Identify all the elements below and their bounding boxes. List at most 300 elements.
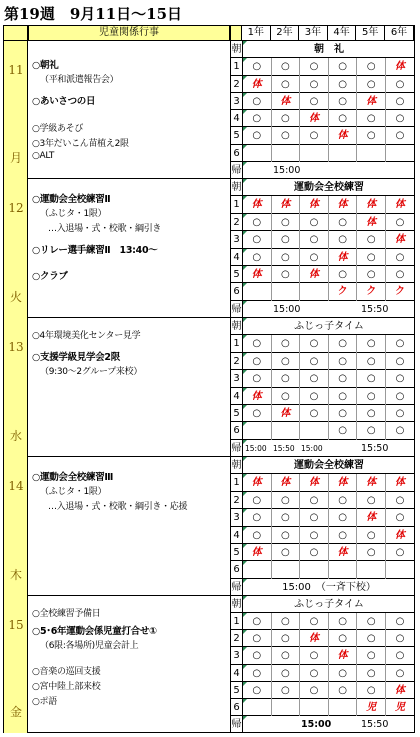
slot-grade-1 bbox=[243, 422, 272, 439]
event-item: ○リレー選手練習Ⅱ 13:40～ bbox=[32, 245, 158, 256]
slot-grade-1: ○ bbox=[243, 509, 272, 526]
period-label: 6 bbox=[231, 699, 243, 716]
slot-grade-6: 体 bbox=[395, 684, 405, 696]
event-item: ○あいさつの日 bbox=[32, 96, 96, 107]
slot-grade-1: ○ bbox=[243, 682, 272, 699]
slot-grade-4: ○ bbox=[329, 58, 358, 75]
period-label: 4 bbox=[231, 249, 243, 266]
slot-grade-4: ○ bbox=[329, 266, 358, 283]
slot-grade-2: ○ bbox=[272, 492, 301, 509]
header-period bbox=[230, 26, 242, 41]
slot-grade-3: ○ bbox=[300, 231, 329, 248]
slot-grade-3: ○ bbox=[300, 58, 329, 75]
period-label: 1 bbox=[231, 474, 243, 491]
day-column-header bbox=[4, 26, 28, 41]
slot-grade-5: ○ bbox=[357, 231, 386, 248]
slot-grade-6: ○ bbox=[395, 616, 405, 628]
slot-grade-2: ○ bbox=[272, 249, 301, 266]
event-item: ○運動会全校練習Ⅱ bbox=[32, 194, 111, 205]
slot-grade-2: ○ bbox=[272, 527, 301, 544]
period-grid bbox=[230, 457, 414, 596]
slot-grade-4: ○ bbox=[329, 527, 358, 544]
period-label: 朝 bbox=[231, 318, 243, 335]
period-row bbox=[231, 579, 415, 596]
slot-grade-4: 体 bbox=[329, 647, 358, 664]
slot-grade-6: 体 bbox=[395, 199, 405, 211]
period-row bbox=[231, 405, 415, 422]
period-label: 1 bbox=[231, 613, 243, 630]
event-item: ○3年だいこん苗植え2限 bbox=[32, 139, 129, 149]
day-number: 15 bbox=[8, 618, 24, 632]
slot-grade-2: ○ bbox=[272, 682, 301, 699]
event-item: ○音楽の巡回支援 bbox=[32, 667, 101, 677]
period-label: 6 bbox=[231, 145, 243, 162]
header-grade-4: 4年 bbox=[328, 26, 357, 41]
header-grade-6: 6年 bbox=[385, 26, 414, 41]
slot-grade-6: ○ bbox=[395, 390, 405, 402]
slot-grade-5: ク bbox=[357, 283, 386, 300]
slot-grade-5: 体 bbox=[357, 214, 386, 231]
period-row bbox=[231, 335, 415, 352]
slot-grade-2: ○ bbox=[272, 353, 301, 370]
slot-grade-5: ○ bbox=[357, 110, 386, 127]
slot-grade-1: ○ bbox=[243, 405, 272, 422]
slot-grade-6: ○ bbox=[395, 251, 405, 263]
slot-grade-1: ○ bbox=[243, 492, 272, 509]
period-row bbox=[231, 474, 415, 491]
period-label: 2 bbox=[231, 214, 243, 231]
slot-grade-6: ○ bbox=[395, 355, 405, 367]
period-row bbox=[231, 93, 415, 110]
schedule-table bbox=[3, 25, 415, 733]
slot-grade-6: ○ bbox=[395, 113, 405, 124]
slot-grade-5: ○ bbox=[357, 249, 386, 266]
slot-grade-4: ○ bbox=[329, 422, 358, 439]
event-item: （9:30～2グループ来校） bbox=[40, 367, 143, 377]
slot-grade-5: ○ bbox=[357, 492, 386, 509]
period-label: 1 bbox=[231, 335, 243, 352]
slot-grade-4: 体 bbox=[329, 474, 358, 491]
period-label: 6 bbox=[231, 283, 243, 300]
slot-grade-2: ○ bbox=[272, 544, 301, 561]
slot-grade-4: ○ bbox=[329, 353, 358, 370]
period-label: 6 bbox=[231, 561, 243, 578]
period-row bbox=[231, 699, 415, 716]
period-label: 2 bbox=[231, 76, 243, 93]
slot-grade-2 bbox=[272, 699, 301, 716]
slot-grade-4: ○ bbox=[329, 76, 358, 93]
period-label: 2 bbox=[231, 353, 243, 370]
dismissal-time: 15:50 bbox=[273, 443, 295, 453]
slot-grade-6: 体 bbox=[395, 61, 405, 73]
day-number: 14 bbox=[8, 479, 24, 493]
period-label: 5 bbox=[231, 127, 243, 144]
slot-grade-3: ○ bbox=[300, 214, 329, 231]
slot-grade-6: ○ bbox=[395, 78, 405, 90]
slot-grade-2: 体 bbox=[272, 93, 301, 110]
page-title: 第19週 9月11日～15日 bbox=[4, 5, 183, 23]
period-row bbox=[231, 41, 415, 58]
slot-grade-3 bbox=[300, 145, 329, 162]
event-item: ○運動会全校練習Ⅲ bbox=[32, 472, 114, 483]
slot-grade-1 bbox=[243, 561, 272, 578]
period-label: 朝 bbox=[231, 41, 243, 58]
slot-grade-3: ○ bbox=[300, 509, 329, 526]
dismissal-time: 15:50 bbox=[361, 442, 389, 454]
period-row bbox=[231, 266, 415, 283]
period-row bbox=[231, 370, 415, 387]
slot-grade-2: ○ bbox=[272, 509, 301, 526]
day-block-13 bbox=[4, 318, 414, 457]
slot-grade-2: ○ bbox=[272, 214, 301, 231]
dismissal-time: 15:00 bbox=[301, 443, 323, 453]
slot-grade-2 bbox=[272, 422, 301, 439]
event-item: …入退場・式・校歌・綱引き・応援 bbox=[48, 502, 188, 512]
day-of-week: 金 bbox=[9, 705, 22, 719]
slot-grade-1: ○ bbox=[243, 665, 272, 682]
period-row bbox=[231, 353, 415, 370]
dismissal-time: 15:00 bbox=[301, 718, 332, 730]
slot-grade-5: ○ bbox=[357, 527, 386, 544]
period-row bbox=[231, 682, 415, 699]
slot-grade-2: ○ bbox=[272, 58, 301, 75]
period-row bbox=[231, 457, 415, 474]
slot-grade-3: 体 bbox=[300, 196, 329, 213]
slot-grade-1: ○ bbox=[243, 647, 272, 664]
period-label: 2 bbox=[231, 630, 243, 647]
slot-grade-4 bbox=[329, 561, 358, 578]
period-row bbox=[231, 318, 415, 335]
header-grade-1: 1年 bbox=[242, 26, 271, 41]
slot-grade-4: 体 bbox=[329, 544, 358, 561]
slot-grade-4 bbox=[329, 145, 358, 162]
row-span-text: 運動会全校練習 bbox=[294, 182, 364, 193]
slot-grade-6: ○ bbox=[395, 633, 405, 645]
slot-grade-5: ○ bbox=[357, 370, 386, 387]
slot-grade-3: ○ bbox=[300, 405, 329, 422]
slot-grade-5: 体 bbox=[357, 474, 386, 491]
slot-grade-2: ○ bbox=[272, 231, 301, 248]
slot-grade-5: 体 bbox=[357, 509, 386, 526]
slot-grade-2 bbox=[272, 283, 301, 300]
row-span-text: ふじっ子タイム bbox=[294, 321, 364, 332]
header-events: 児童関係行事 bbox=[28, 26, 230, 41]
slot-grade-6: ク bbox=[395, 286, 405, 298]
slot-grade-6: ○ bbox=[395, 216, 405, 228]
slot-grade-2: 体 bbox=[272, 474, 301, 491]
slot-grade-4: ク bbox=[329, 283, 358, 300]
event-item: （平和派遣報告会） bbox=[40, 75, 119, 85]
slot-grade-5: ○ bbox=[357, 335, 386, 352]
slot-grade-5 bbox=[357, 561, 386, 578]
period-label: 5 bbox=[231, 266, 243, 283]
slot-grade-6: ○ bbox=[395, 667, 405, 679]
slot-grade-1: 体 bbox=[243, 544, 272, 561]
dismissal-time: 15:00 bbox=[245, 443, 267, 453]
slot-grade-2: ○ bbox=[272, 335, 301, 352]
slot-grade-6: ○ bbox=[395, 95, 405, 107]
slot-grade-6: ○ bbox=[395, 512, 405, 524]
slot-grade-6: 体 bbox=[395, 529, 405, 541]
slot-grade-3: ○ bbox=[300, 76, 329, 93]
period-row bbox=[231, 214, 415, 231]
slot-grade-6: ○ bbox=[395, 407, 405, 419]
slot-grade-4: 体 bbox=[329, 127, 358, 144]
slot-grade-4: ○ bbox=[329, 509, 358, 526]
header-grade-5: 5年 bbox=[356, 26, 385, 41]
day-block-12 bbox=[4, 179, 414, 318]
day-block-15 bbox=[4, 596, 414, 733]
slot-grade-3: ○ bbox=[300, 388, 329, 405]
slot-grade-6: ○ bbox=[395, 650, 405, 662]
slot-grade-6 bbox=[386, 561, 414, 578]
event-item: （ふじタ・1限） bbox=[40, 209, 107, 219]
period-row bbox=[231, 301, 415, 318]
period-label: 3 bbox=[231, 370, 243, 387]
slot-grade-1: ○ bbox=[243, 58, 272, 75]
period-row bbox=[231, 58, 415, 75]
slot-grade-1: ○ bbox=[243, 527, 272, 544]
slot-grade-4: ○ bbox=[329, 405, 358, 422]
slot-grade-4: ○ bbox=[329, 388, 358, 405]
slot-grade-4: ○ bbox=[329, 370, 358, 387]
dismissal-time: 15:50 bbox=[361, 718, 389, 730]
slot-grade-4: ○ bbox=[329, 613, 358, 630]
event-item: ○学級あそび bbox=[32, 124, 84, 134]
period-row bbox=[231, 162, 415, 179]
slot-grade-2: ○ bbox=[272, 370, 301, 387]
slot-grade-1: ○ bbox=[243, 110, 272, 127]
period-grid bbox=[230, 41, 414, 179]
slot-grade-2: ○ bbox=[272, 76, 301, 93]
period-label: 5 bbox=[231, 682, 243, 699]
period-grid bbox=[230, 179, 414, 318]
slot-grade-1: 体 bbox=[243, 196, 272, 213]
period-label: 朝 bbox=[231, 179, 243, 196]
slot-grade-5: ○ bbox=[357, 544, 386, 561]
period-label: 5 bbox=[231, 544, 243, 561]
period-row bbox=[231, 440, 415, 457]
event-item: ○支援学級見学会2限 bbox=[32, 352, 120, 363]
row-span-text: 朝 礼 bbox=[314, 44, 344, 55]
slot-grade-5: ○ bbox=[357, 58, 386, 75]
period-label: 4 bbox=[231, 388, 243, 405]
period-label: 4 bbox=[231, 665, 243, 682]
period-row bbox=[231, 665, 415, 682]
slot-grade-2 bbox=[272, 145, 301, 162]
slot-grade-1: ○ bbox=[243, 370, 272, 387]
slot-grade-5: ○ bbox=[357, 630, 386, 647]
period-label: 3 bbox=[231, 93, 243, 110]
slot-grade-1: ○ bbox=[243, 353, 272, 370]
slot-grade-4: ○ bbox=[329, 93, 358, 110]
row-span-text: 15:00 （一斉下校） bbox=[282, 581, 376, 593]
slot-grade-1: ○ bbox=[243, 335, 272, 352]
slot-grade-1: 体 bbox=[243, 388, 272, 405]
slot-grade-3: ○ bbox=[300, 647, 329, 664]
period-row bbox=[231, 388, 415, 405]
day-label-column bbox=[4, 318, 28, 457]
slot-grade-3: 体 bbox=[300, 266, 329, 283]
slot-grade-4: ○ bbox=[329, 492, 358, 509]
slot-grade-1: ○ bbox=[243, 630, 272, 647]
period-row bbox=[231, 716, 415, 733]
slot-grade-1: 体 bbox=[243, 474, 272, 491]
period-grid bbox=[230, 318, 414, 457]
slot-grade-3 bbox=[300, 422, 329, 439]
period-row bbox=[231, 492, 415, 509]
period-label: 帰 bbox=[231, 579, 243, 596]
event-item: ○宮中陸上部来校 bbox=[32, 682, 101, 692]
slot-grade-3: ○ bbox=[300, 492, 329, 509]
slot-grade-5 bbox=[357, 145, 386, 162]
day-of-week: 火 bbox=[9, 290, 22, 304]
period-row bbox=[231, 509, 415, 526]
event-item: ○5･6年運動会係児童打合せ① bbox=[32, 626, 157, 637]
day-block-11 bbox=[4, 41, 414, 179]
period-row bbox=[231, 422, 415, 439]
period-row bbox=[231, 596, 415, 613]
slot-grade-3 bbox=[300, 561, 329, 578]
event-item: ○ポ語 bbox=[32, 697, 57, 707]
slot-grade-1 bbox=[243, 699, 272, 716]
slot-grade-4: ○ bbox=[329, 630, 358, 647]
period-label: 4 bbox=[231, 527, 243, 544]
slot-grade-5: ○ bbox=[357, 353, 386, 370]
slot-grade-1: ○ bbox=[243, 249, 272, 266]
slot-grade-4: ○ bbox=[329, 665, 358, 682]
period-label: 帰 bbox=[231, 440, 243, 457]
period-label: 2 bbox=[231, 492, 243, 509]
slot-grade-5: ○ bbox=[357, 682, 386, 699]
period-label: 帰 bbox=[231, 301, 243, 318]
day-block-14 bbox=[4, 457, 414, 596]
slot-grade-3: ○ bbox=[300, 335, 329, 352]
slot-grade-5: ○ bbox=[357, 388, 386, 405]
slot-grade-2: ○ bbox=[272, 127, 301, 144]
period-label: 朝 bbox=[231, 457, 243, 474]
slot-grade-3: ○ bbox=[300, 127, 329, 144]
event-item: （ふじタ・1限） bbox=[40, 487, 107, 497]
period-label: 1 bbox=[231, 58, 243, 75]
day-label-column bbox=[4, 457, 28, 596]
slot-grade-5: 体 bbox=[357, 196, 386, 213]
slot-grade-6: ○ bbox=[395, 130, 405, 142]
slot-grade-1: 体 bbox=[243, 76, 272, 93]
period-label: 5 bbox=[231, 405, 243, 422]
slot-grade-1: 体 bbox=[243, 266, 272, 283]
event-item: ○ALT bbox=[32, 151, 55, 161]
slot-grade-4: ○ bbox=[329, 231, 358, 248]
slot-grade-5: ○ bbox=[357, 405, 386, 422]
slot-grade-4: ○ bbox=[329, 682, 358, 699]
day-label-column bbox=[4, 596, 28, 733]
period-row bbox=[231, 630, 415, 647]
slot-grade-3: ○ bbox=[300, 93, 329, 110]
slot-grade-5: ○ bbox=[357, 422, 386, 439]
slot-grade-4: ○ bbox=[329, 110, 358, 127]
event-item: ○クラブ bbox=[32, 271, 68, 282]
slot-grade-6: 体 bbox=[395, 477, 405, 489]
period-row bbox=[231, 110, 415, 127]
day-number: 13 bbox=[8, 340, 24, 354]
period-label: 3 bbox=[231, 509, 243, 526]
slot-grade-3: ○ bbox=[300, 527, 329, 544]
slot-grade-3: ○ bbox=[300, 613, 329, 630]
slot-grade-4 bbox=[329, 699, 358, 716]
day-of-week: 月 bbox=[9, 151, 22, 165]
event-item: …入退場・式・校歌・綱引き bbox=[48, 224, 162, 234]
dismissal-time: 15:50 bbox=[361, 303, 389, 315]
slot-grade-6: ○ bbox=[395, 425, 405, 437]
cell-marker-icon bbox=[243, 301, 247, 305]
period-row bbox=[231, 647, 415, 664]
slot-grade-6: ○ bbox=[395, 268, 405, 280]
period-row bbox=[231, 613, 415, 630]
slot-grade-3: 体 bbox=[300, 110, 329, 127]
slot-grade-5: ○ bbox=[357, 266, 386, 283]
slot-grade-5: ○ bbox=[357, 127, 386, 144]
day-number: 11 bbox=[8, 63, 24, 77]
period-label: 6 bbox=[231, 422, 243, 439]
slot-grade-5: ○ bbox=[357, 613, 386, 630]
day-of-week: 水 bbox=[9, 429, 22, 443]
slot-grade-3: 体 bbox=[300, 474, 329, 491]
slot-grade-4: ○ bbox=[329, 214, 358, 231]
slot-grade-6: ○ bbox=[395, 373, 405, 385]
period-row bbox=[231, 249, 415, 266]
cell-marker-icon bbox=[243, 162, 247, 166]
slot-grade-6: 児 bbox=[395, 701, 405, 713]
slot-grade-1 bbox=[243, 283, 272, 300]
event-item: ○朝礼 bbox=[32, 60, 59, 71]
period-row bbox=[231, 544, 415, 561]
slot-grade-2 bbox=[272, 561, 301, 578]
dismissal-time: 15:00 bbox=[273, 303, 301, 315]
row-span-text: ふじっ子タイム bbox=[294, 599, 364, 610]
period-label: 3 bbox=[231, 647, 243, 664]
dismissal-time: 15:00 bbox=[273, 164, 301, 176]
day-of-week: 木 bbox=[9, 568, 22, 582]
period-row bbox=[231, 127, 415, 144]
slot-grade-1: ○ bbox=[243, 613, 272, 630]
event-item: ○全校練習予備日 bbox=[32, 609, 101, 619]
slot-grade-1: ○ bbox=[243, 93, 272, 110]
slot-grade-4: 体 bbox=[329, 249, 358, 266]
event-item: ○4年環境美化センター見学 bbox=[32, 331, 141, 341]
slot-grade-3: ○ bbox=[300, 544, 329, 561]
slot-grade-4: ○ bbox=[329, 335, 358, 352]
slot-grade-6 bbox=[386, 145, 414, 162]
period-label: 3 bbox=[231, 231, 243, 248]
period-row bbox=[231, 561, 415, 578]
event-item: （6限:各場所)児童会計上 bbox=[40, 641, 139, 651]
period-label: 帰 bbox=[231, 162, 243, 179]
slot-grade-5: ○ bbox=[357, 665, 386, 682]
period-grid bbox=[230, 596, 414, 733]
slot-grade-3: ○ bbox=[300, 353, 329, 370]
day-number: 12 bbox=[8, 201, 24, 215]
slot-grade-1 bbox=[243, 145, 272, 162]
slot-grade-1: ○ bbox=[243, 127, 272, 144]
period-row bbox=[231, 145, 415, 162]
header-grade-2: 2年 bbox=[271, 26, 300, 41]
slot-grade-2: ○ bbox=[272, 110, 301, 127]
period-row bbox=[231, 179, 415, 196]
period-row bbox=[231, 231, 415, 248]
slot-grade-6: ○ bbox=[395, 494, 405, 506]
header-grade-3: 3年 bbox=[299, 26, 328, 41]
